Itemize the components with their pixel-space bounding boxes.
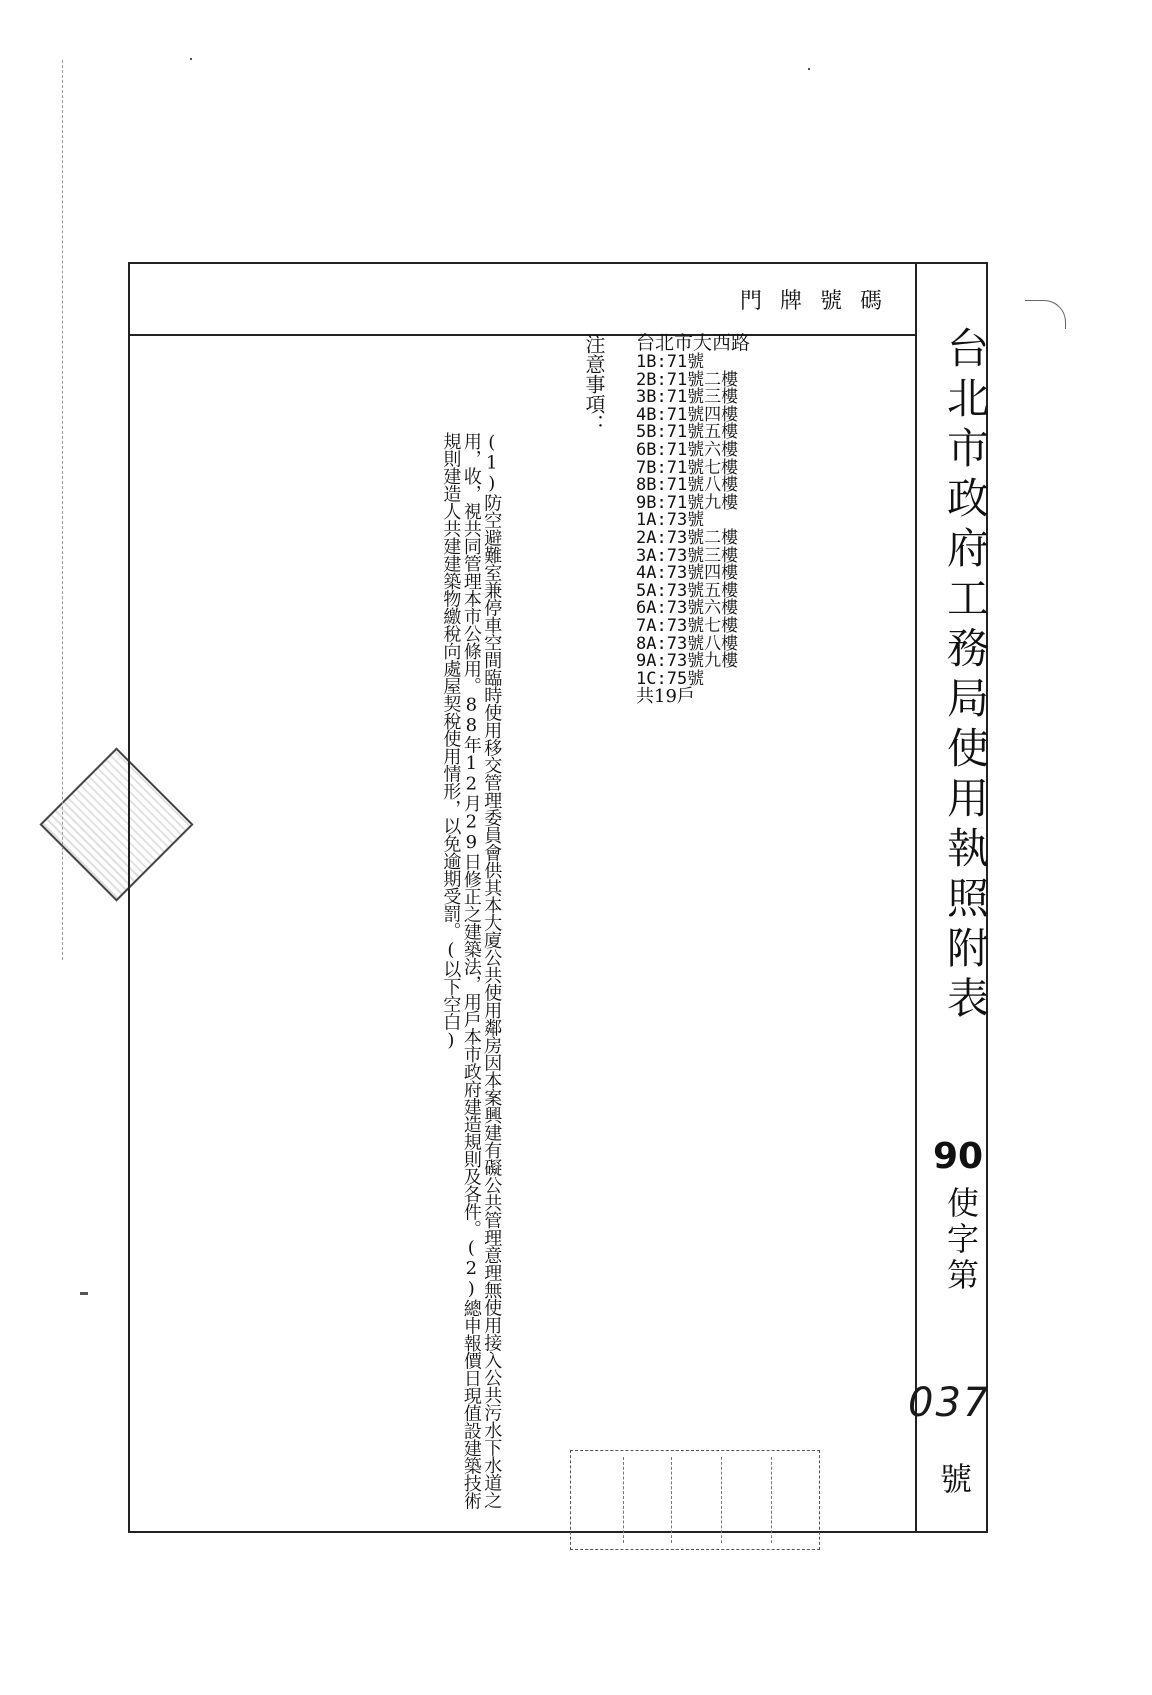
address-entry: 4B:71號四樓 (636, 404, 739, 425)
address-entry: 7A:73號七樓 (636, 615, 739, 636)
document-frame (128, 262, 991, 1533)
address-entry: 8B:71號八樓 (636, 475, 739, 496)
address-entry: 7B:71號七樓 (636, 457, 739, 478)
notes-body: (1)防空避難室兼停車空間臨時使用移交管理委員會供其本大廈公共使用鄰房因本案興建有礙公共管理意理無使用接入公共污水下水道之用，收，視共同管理本市公條用。88年12月29日修正之建築法，用戶本市政府建造規則及各件。(2)總申報價日現值設建築技術規則建造人共建建築物繳稅向處屋契稅使用情形，以免逾期受罰。(以下空白) (440, 432, 503, 1509)
inspection-stamp (570, 1450, 820, 1550)
address-entry: 3A:73號三樓 (636, 545, 739, 566)
address-entry: 6A:73號六樓 (636, 598, 739, 619)
document-title: 台北市政府工務局使用執照附表 (941, 326, 990, 1026)
stamp-divider (623, 1457, 624, 1543)
certificate-year: 90 (932, 1136, 984, 1177)
header-label: 門牌號碼 (739, 289, 900, 314)
certificate-words: 使字第 (942, 1186, 980, 1294)
stamp-divider (671, 1457, 672, 1543)
address-entry: 1A:73號 (636, 510, 705, 531)
address-entry: 9A:73號九樓 (636, 651, 739, 672)
scan-speck (808, 68, 810, 70)
address-list (636, 332, 816, 706)
address-entry: 6B:71號六樓 (636, 439, 739, 460)
notes-heading: 注意事項： (582, 334, 606, 434)
scan-speck (80, 1292, 88, 1295)
address-entry: 5B:71號五樓 (636, 422, 739, 443)
scan-speck (190, 58, 192, 60)
address-entry: 1B:71號 (636, 352, 705, 372)
address-entry: 1C:75號 (636, 668, 705, 689)
address-total: 共19戶 (636, 686, 695, 708)
address-entry: 4A:73號四樓 (636, 563, 739, 584)
title-divider (915, 264, 917, 1531)
address-entry: 8A:73號八樓 (636, 633, 739, 654)
certificate-suffix: 號 (940, 1460, 973, 1498)
scan-edge-corner (1025, 300, 1066, 329)
address-entry: 2A:73號二樓 (636, 527, 739, 548)
scan-edge (62, 60, 63, 960)
address-entry: 3B:71號三樓 (636, 387, 739, 408)
address-street: 台北市大西路 (636, 332, 751, 354)
stamp-divider (721, 1457, 722, 1543)
certificate-number: 037 (908, 1380, 991, 1426)
address-entry: 9B:71號九樓 (636, 492, 739, 513)
stamp-divider (771, 1457, 772, 1543)
address-entry: 2B:71號二樓 (636, 369, 739, 390)
address-entry: 5A:73號五樓 (636, 580, 739, 601)
